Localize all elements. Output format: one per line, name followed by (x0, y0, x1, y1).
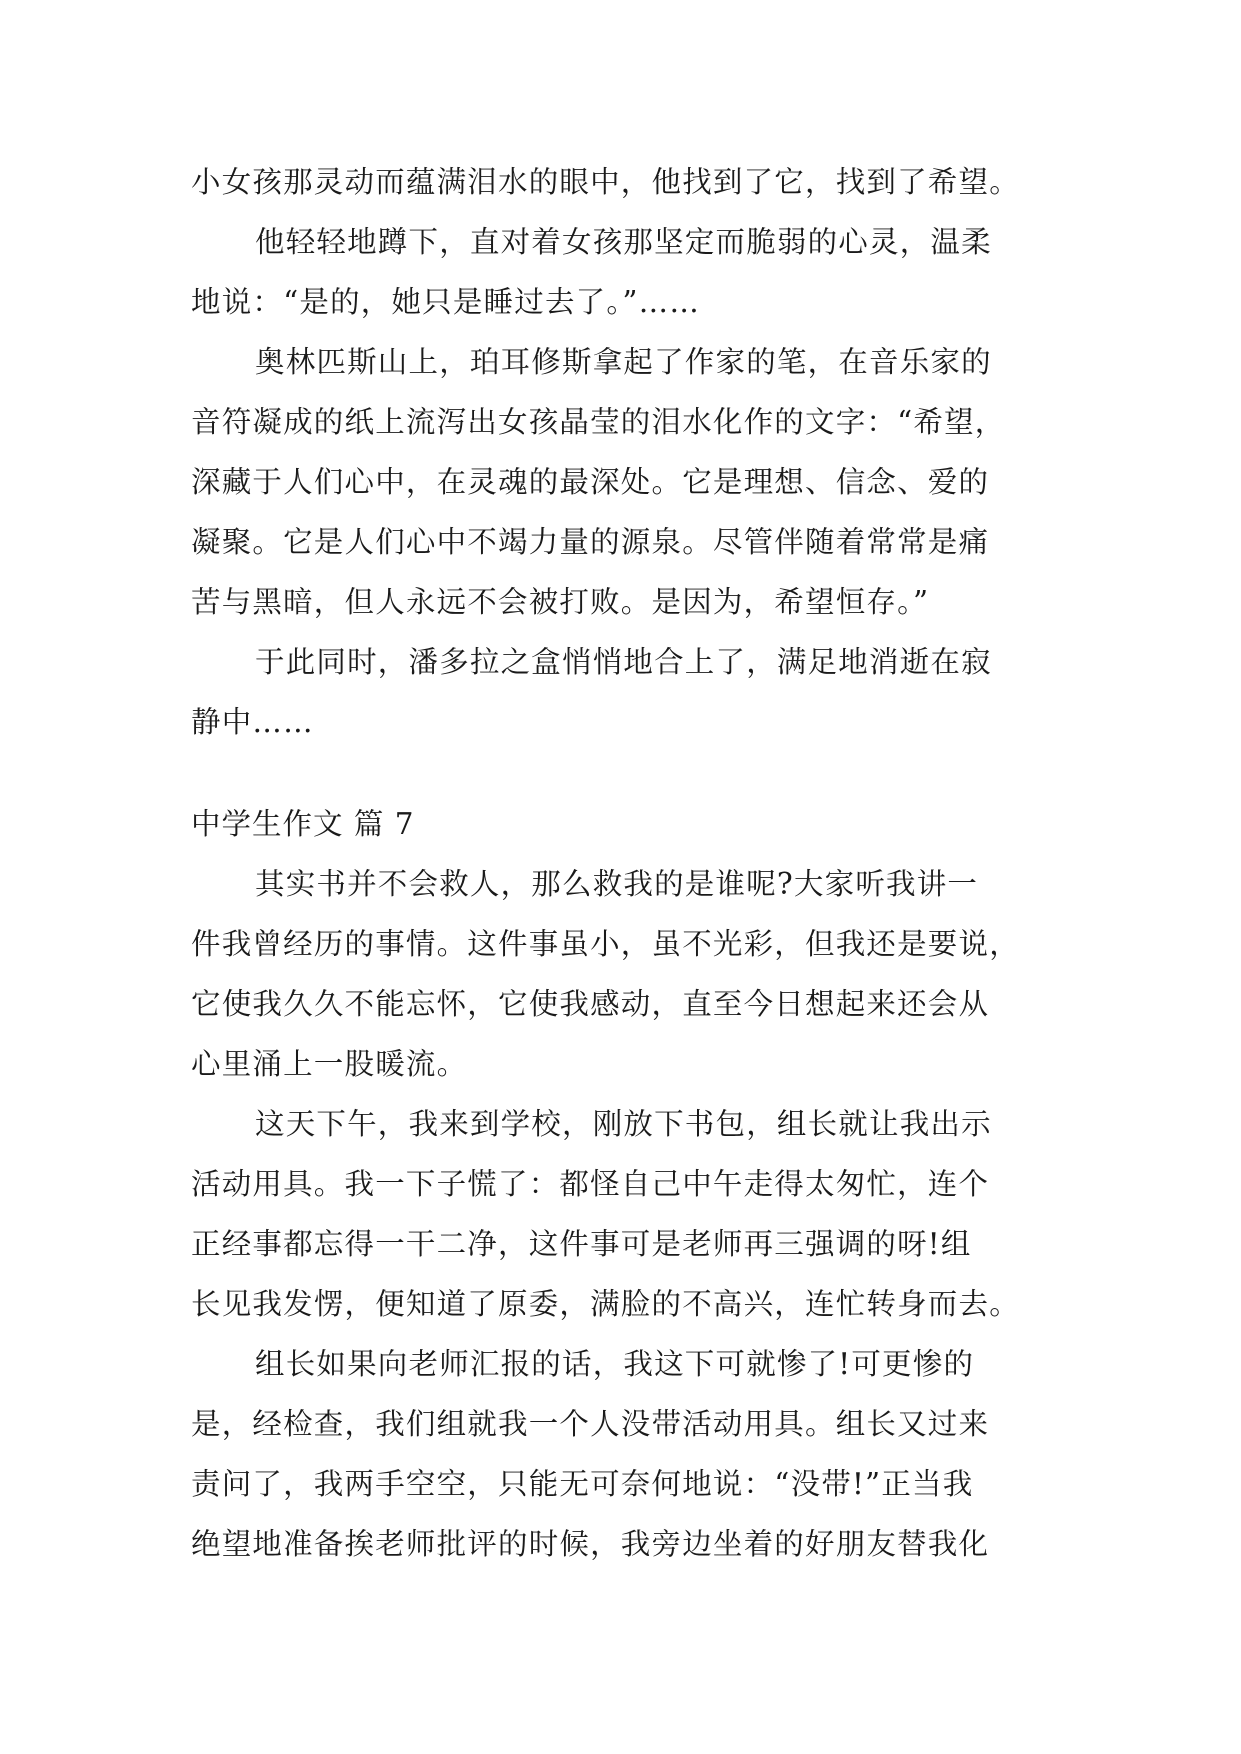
text-line: 件我曾经历的事情。这件事虽小，虽不光彩，但我还是要说， (191, 927, 1020, 961)
text-line: 地说：“是的，她只是睡过去了。”…… (191, 285, 701, 319)
text-line: 音符凝成的纸上流泻出女孩晶莹的泪水化作的文字：“希望， (191, 405, 1006, 439)
text-line: 组长如果向老师汇报的话，我这下可就惨了!可更惨的 (255, 1347, 975, 1381)
text-line: 这天下午，我来到学校，刚放下书包，组长就让我出示 (255, 1107, 992, 1141)
text-line: 苦与黑暗，但人永远不会被打败。是因为，希望恒存。” (191, 585, 930, 619)
text-line: 绝望地准备挨老师批评的时候，我旁边坐着的好朋友替我化 (191, 1527, 990, 1561)
text-line: 其实书并不会救人，那么救我的是谁呢?大家听我讲一 (255, 867, 979, 901)
text-line: 于此同时，潘多拉之盒悄悄地合上了，满足地消逝在寂 (255, 645, 992, 679)
text-line: 它使我久久不能忘怀，它使我感动，直至今日想起来还会从 (191, 987, 990, 1021)
text-line: 他轻轻地蹲下，直对着女孩那坚定而脆弱的心灵，温柔 (255, 225, 992, 259)
text-line: 活动用具。我一下子慌了：都怪自己中午走得太匆忙，连个 (191, 1167, 990, 1201)
text-line: 长见我发愣，便知道了原委，满脸的不高兴，连忙转身而去。 (191, 1287, 1020, 1321)
text-line: 正经事都忘得一干二净，这件事可是老师再三强调的呀!组 (191, 1227, 972, 1261)
text-line: 责问了，我两手空空，只能无可奈何地说：“没带!”正当我 (191, 1467, 974, 1501)
text-line: 心里涌上一股暖流。 (191, 1047, 468, 1081)
text-line: 小女孩那灵动而蕴满泪水的眼中，他找到了它，找到了希望。 (191, 165, 1020, 199)
text-line: 深藏于人们心中，在灵魂的最深处。它是理想、信念、爱的 (191, 465, 990, 499)
essay-7 (191, 794, 1053, 1574)
text-line: 是，经检查，我们组就我一个人没带活动用具。组长又过来 (191, 1407, 990, 1441)
section-heading: 中学生作文 篇 7 (191, 807, 415, 841)
text-line: 凝聚。它是人们心中不竭力量的源泉。尽管伴随着常常是痛 (191, 525, 990, 559)
essay-6-ending (191, 152, 1053, 752)
text-line: 静中…… (191, 705, 314, 739)
text-line: 奥林匹斯山上，珀耳修斯拿起了作家的笔，在音乐家的 (255, 345, 992, 379)
